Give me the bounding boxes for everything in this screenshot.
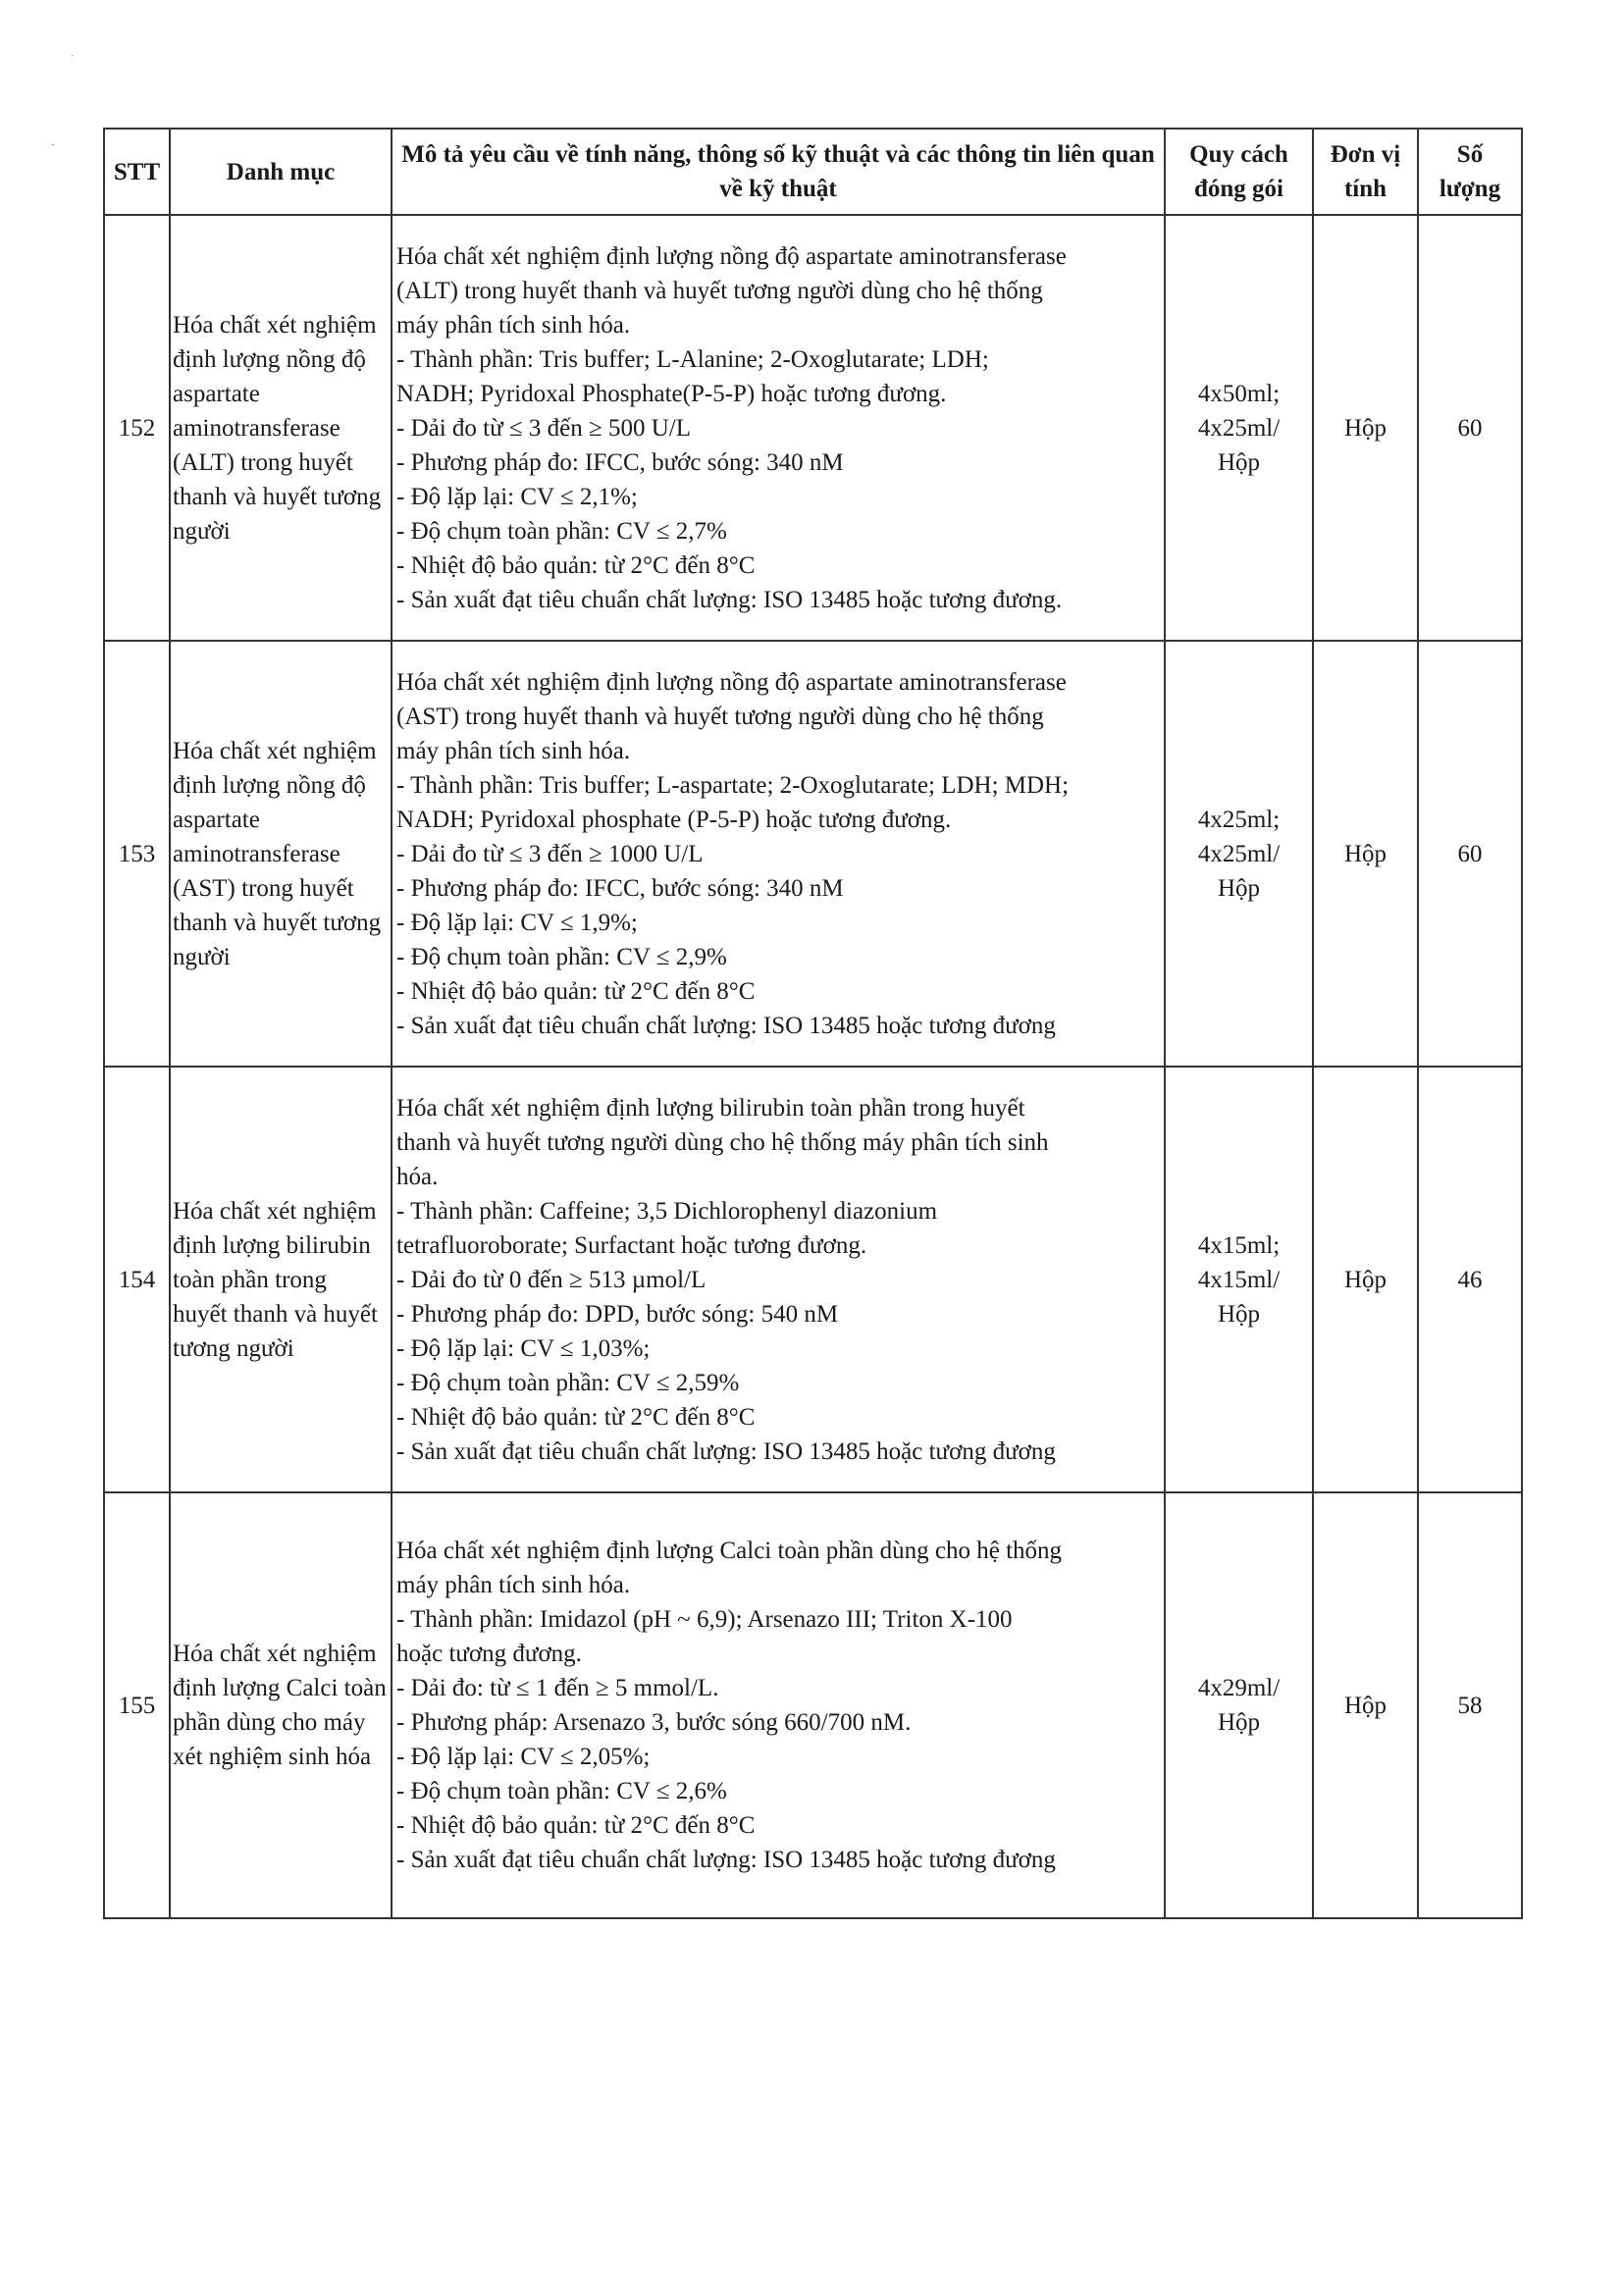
description-line: tetrafluoroborate; Surfactant hoặc tương đương.: [396, 1231, 867, 1259]
category-text: Hóa chất xét nghiệm định lượng nồng độ aspartate aminotransferase (AST) trong huyết thanh và huyết tương người: [173, 737, 382, 970]
description-line: thanh và huyết tương người dùng cho hệ thống máy phân tích sinh: [396, 1128, 1049, 1156]
header-stt: STT: [104, 129, 170, 215]
header-description: Mô tả yêu cầu về tính năng, thông số kỹ thuật và các thông tin liên quan về kỹ thuật: [392, 129, 1165, 215]
description-line: - Nhiệt độ bảo quản: từ 2°C đến 8°C: [396, 1812, 756, 1839]
packing-line: 4x29ml/: [1197, 1675, 1281, 1701]
row-quantity: 60: [1418, 215, 1522, 641]
packing-line: 4x25ml/: [1197, 840, 1281, 867]
row-stt: 152: [104, 215, 170, 641]
packing-line: 4x15ml;: [1197, 1231, 1281, 1259]
description-line: - Nhiệt độ bảo quản: từ 2°C đến 8°C: [396, 551, 756, 579]
row-unit: Hộp: [1313, 641, 1418, 1067]
table-header-row: [104, 129, 1522, 215]
header-category: Danh mục: [170, 129, 392, 215]
table-row: [104, 1492, 1522, 1918]
table-row: [104, 215, 1522, 641]
description-line: - Sản xuất đạt tiêu chuẩn chất lượng: ISO 13485 hoặc tương đương: [396, 1847, 1056, 1873]
row-packing: [1165, 215, 1313, 641]
description-line: Hóa chất xét nghiệm định lượng nồng độ aspartate aminotransferase: [396, 668, 1067, 696]
description-line: - Độ lặp lại: CV ≤ 2,05%;: [396, 1744, 651, 1770]
packing-line: Hộp: [1217, 1300, 1261, 1328]
row-quantity: 60: [1418, 641, 1522, 1067]
description-line: - Độ lặp lại: CV ≤ 2,1%;: [396, 483, 638, 510]
row-unit: Hộp: [1313, 1067, 1418, 1492]
description-line: NADH; Pyridoxal Phosphate(P-5-P) hoặc tương đương.: [396, 380, 947, 407]
row-unit: Hộp: [1313, 1492, 1418, 1918]
row-quantity: 46: [1418, 1067, 1522, 1492]
header-unit: Đơn vị tính: [1313, 129, 1418, 215]
specification-table: [103, 128, 1523, 1919]
description-line: (AST) trong huyết thanh và huyết tương người dùng cho hệ thống: [396, 703, 1044, 730]
description-line: - Dải đo từ 0 đến ≥ 513 µmol/L: [396, 1266, 707, 1293]
row-category: [170, 1492, 392, 1918]
description-line: - Phương pháp: Arsenazo 3, bước sóng 660/700 nM.: [396, 1709, 912, 1736]
description-line: - Thành phần: Caffeine; 3,5 Dichlorophenyl diazonium: [396, 1197, 938, 1225]
packing-line: 4x15ml/: [1197, 1266, 1281, 1293]
scan-mark: ·: [71, 51, 75, 62]
description-line: - Dải đo từ ≤ 3 đến ≥ 1000 U/L: [396, 840, 704, 867]
description-line: - Độ chụm toàn phần: CV ≤ 2,6%: [396, 1778, 727, 1804]
description-line: NADH; Pyridoxal phosphate (P-5-P) hoặc tương đương.: [396, 806, 952, 833]
description-line: - Sản xuất đạt tiêu chuẩn chất lượng: ISO 13485 hoặc tương đương: [396, 1012, 1056, 1039]
description-line: - Sản xuất đạt tiêu chuẩn chất lượng: ISO 13485 hoặc tương đương: [396, 1437, 1056, 1465]
description-line: - Độ lặp lại: CV ≤ 1,9%;: [396, 909, 638, 936]
description-line: - Thành phần: Imidazol (pH ~ 6,9); Arsenazo III; Triton X-100: [396, 1606, 1013, 1633]
description-line: - Nhiệt độ bảo quản: từ 2°C đến 8°C: [396, 977, 756, 1005]
description-line: - Phương pháp đo: IFCC, bước sóng: 340 nM: [396, 448, 844, 476]
row-description: [392, 641, 1165, 1067]
packing-line: 4x25ml;: [1197, 806, 1281, 833]
description-line: Hóa chất xét nghiệm định lượng Calci toàn phần dùng cho hệ thống: [396, 1538, 1063, 1564]
description-line: - Độ chụm toàn phần: CV ≤ 2,9%: [396, 943, 727, 970]
header-quantity: Số lượng: [1418, 129, 1522, 215]
header-packing: Quy cách đóng gói: [1165, 129, 1313, 215]
row-packing: [1165, 1492, 1313, 1918]
row-category: [170, 215, 392, 641]
row-quantity: 58: [1418, 1492, 1522, 1918]
row-stt: 154: [104, 1067, 170, 1492]
description-line: (ALT) trong huyết thanh và huyết tương người dùng cho hệ thống: [396, 277, 1043, 304]
description-line: - Sản xuất đạt tiêu chuẩn chất lượng: ISO 13485 hoặc tương đương.: [396, 586, 1063, 613]
description-line: - Dải đo: từ ≤ 1 đến ≥ 5 mmol/L.: [396, 1675, 719, 1701]
description-line: - Độ lặp lại: CV ≤ 1,03%;: [396, 1334, 651, 1362]
description-line: - Nhiệt độ bảo quản: từ 2°C đến 8°C: [396, 1403, 756, 1431]
packing-line: 4x25ml/: [1197, 414, 1281, 442]
table-row: [104, 641, 1522, 1067]
table-row: [104, 1067, 1522, 1492]
description-line: - Thành phần: Tris buffer; L-Alanine; 2-Oxoglutarate; LDH;: [396, 345, 989, 373]
packing-line: Hộp: [1217, 448, 1261, 476]
packing-line: Hộp: [1217, 1709, 1261, 1736]
description-line: máy phân tích sinh hóa.: [396, 1572, 631, 1598]
row-stt: 153: [104, 641, 170, 1067]
row-category: [170, 1067, 392, 1492]
row-description: [392, 1492, 1165, 1918]
description-line: - Phương pháp đo: IFCC, bước sóng: 340 nM: [396, 874, 844, 902]
row-description: [392, 1067, 1165, 1492]
description-line: - Độ chụm toàn phần: CV ≤ 2,7%: [396, 517, 727, 545]
row-packing: [1165, 641, 1313, 1067]
description-line: - Phương pháp đo: DPD, bước sóng: 540 nM: [396, 1300, 839, 1328]
row-description: [392, 215, 1165, 641]
description-line: máy phân tích sinh hóa.: [396, 311, 631, 339]
description-line: Hóa chất xét nghiệm định lượng nồng độ aspartate aminotransferase: [396, 242, 1067, 270]
scan-mark: -: [51, 139, 55, 150]
row-category: [170, 641, 392, 1067]
category-text: Hóa chất xét nghiệm định lượng Calci toàn phần dùng cho máy xét nghiệm sinh hóa: [173, 1641, 387, 1770]
description-line: hoặc tương đương.: [396, 1641, 582, 1667]
category-text: Hóa chất xét nghiệm định lượng nồng độ aspartate aminotransferase (ALT) trong huyết thanh và huyết tương người: [173, 311, 382, 545]
description-line: - Thành phần: Tris buffer; L-aspartate; 2-Oxoglutarate; LDH; MDH;: [396, 771, 1070, 799]
description-line: Hóa chất xét nghiệm định lượng bilirubin toàn phần trong huyết: [396, 1094, 1025, 1122]
description-line: - Độ chụm toàn phần: CV ≤ 2,59%: [396, 1369, 740, 1396]
description-line: máy phân tích sinh hóa.: [396, 737, 631, 764]
description-line: - Dải đo từ ≤ 3 đến ≥ 500 U/L: [396, 414, 691, 442]
packing-line: Hộp: [1217, 874, 1261, 902]
description-line: hóa.: [396, 1163, 439, 1190]
row-stt: 155: [104, 1492, 170, 1918]
row-packing: [1165, 1067, 1313, 1492]
packing-line: 4x50ml;: [1197, 380, 1281, 407]
row-unit: Hộp: [1313, 215, 1418, 641]
category-text: Hóa chất xét nghiệm định lượng bilirubin toàn phần trong huyết thanh và huyết tương người: [173, 1197, 378, 1362]
